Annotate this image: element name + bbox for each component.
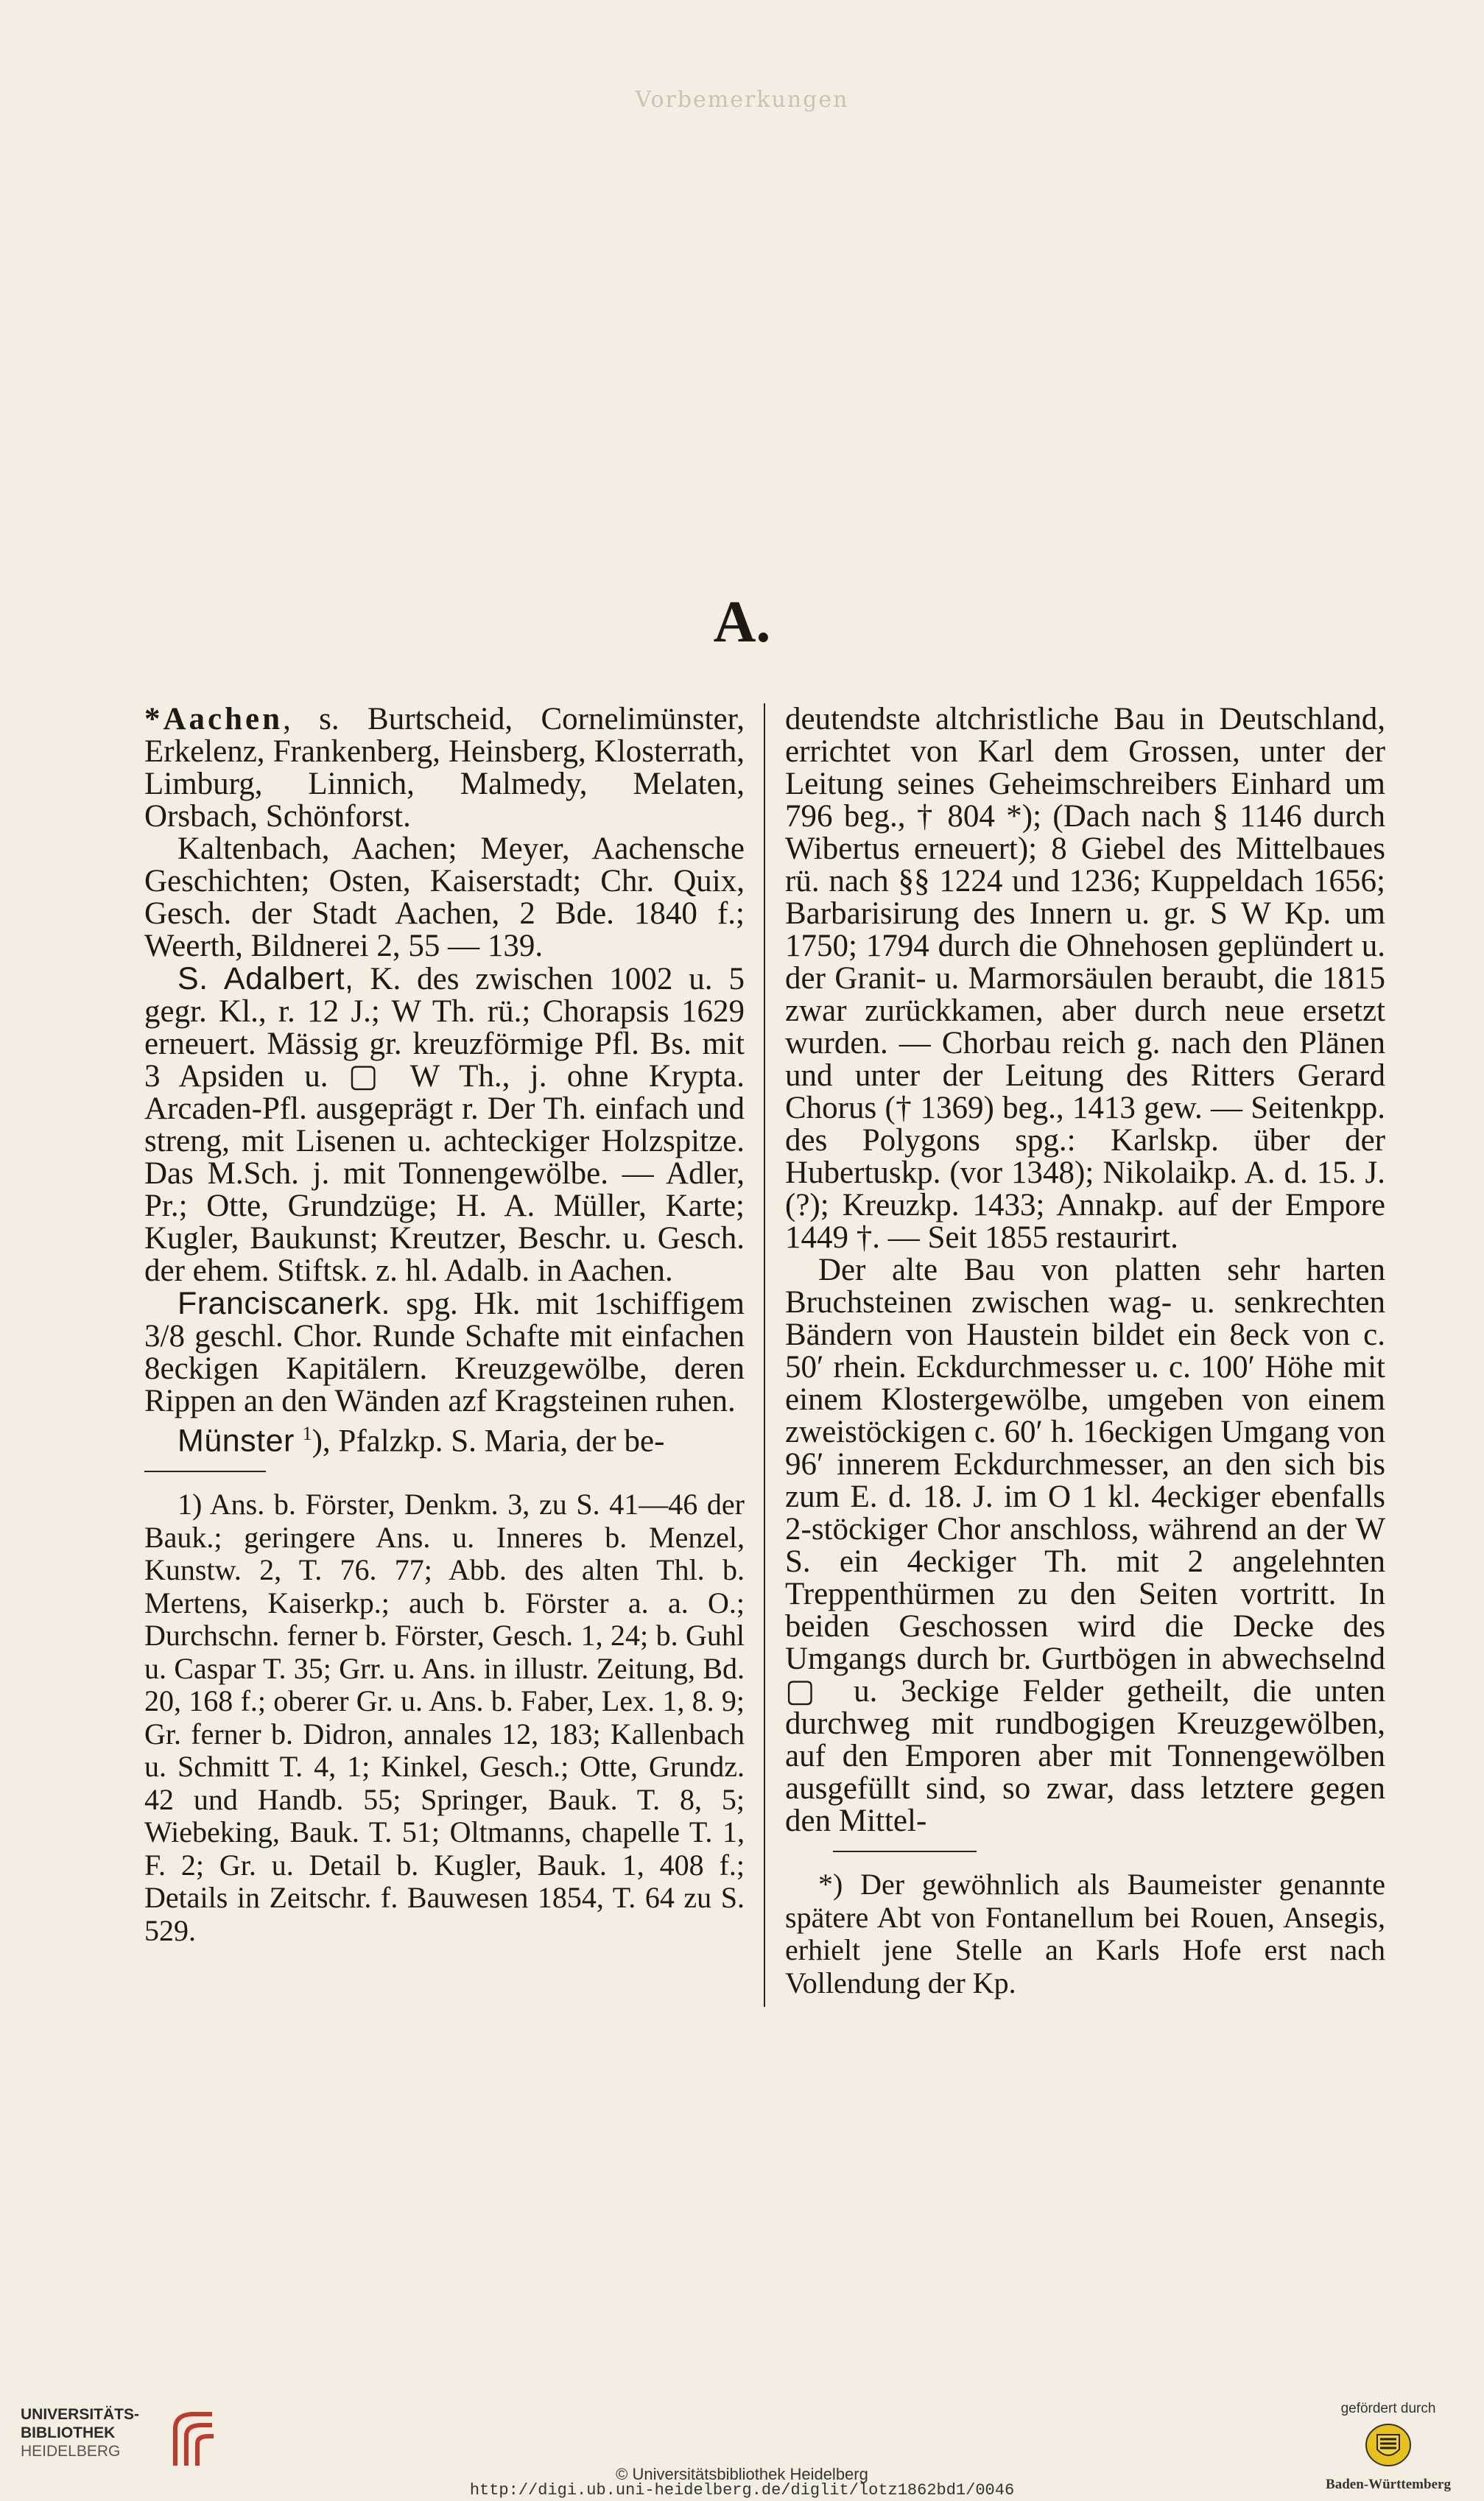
muenster-paragraph	[144, 1418, 745, 1457]
old-building-paragraph: Der alte Bau von platten sehr harten Bruchsteinen zwischen wag- u. senkrechten Bändern von Haustein bildet ein 8eck von c. 50′ rhein. Eckdurchmesser u. c. 100′ Höhe mit einem Klostergewölbe, umgeben von einem zweistöckigen c. 60′ h. 16eckigen Umgang von 96′ innerem Eckdurchmesser, an den sich bis zum E. d. 18. J. im O 1 kl. 4eckiger ebenfalls 2-stöckiger Chor anschloss, während an der W S. ein 4eckiger Th. mit 2 angelehnten Treppenthürmen zu den Seiten vortritt. In beiden Geschossen wird die Decke des Umgangs durch br. Gurtbögen in abwechselnd ▢ u. 3eckige Felder getheilt, die unten durchweg mit rundbogigen Kreuzgewölben, auf den Emporen aber mit Tonnengewölben ausgefüllt sind, so zwar, dass letztere gegen den Mittel-	[785, 1253, 1385, 1838]
footnote-rule	[833, 1851, 977, 1852]
source-url[interactable]: http://digi.ub.uni-heidelberg.de/diglit/lotz1862bd1/0046	[469, 2481, 1015, 2500]
right-column	[785, 703, 1385, 1999]
copyright: © Universitätsbibliothek Heidelberg	[616, 2465, 868, 2483]
adalbert-text: K. des zwischen 1002 u. 5 gegr. Kl., r. 12 J.; W Th. rü.; Chorapsis 1629 erneuert. Mässig gr. kreuzförmige Pfl. Bs. mit 3 Apsiden u. ▢ W Th., j. ohne Krypta. Arcaden-Pfl. ausgeprägt r. Der Th. einfach und streng, mit Lisenen u. achteckiger Holzspitze. Das M.Sch. j. mit Tonnengewölbe. — Adler, Pr.; Otte, Grundzüge; H. A. Müller, Karte; Kugler, Baukunst; Kreutzer, Beschr. u. Gesch. der ehem. Stiftsk. z. hl. Adalb. in Aachen.	[144, 962, 745, 1288]
adalbert-head: S. Adalbert,	[177, 961, 354, 996]
coat-of-arms-icon	[1362, 2421, 1414, 2469]
muenster-head: Münster	[177, 1423, 295, 1459]
library-logo-text: UNIVERSITÄTS- BIBLIOTHEK HEIDELBERG	[21, 2406, 140, 2460]
franciscan-text: spg. Hk. mit 1schiffigem 3/8 geschl. Chor. Runde Schafte mit einfachen 8eckigen Kapitälern. Kreuzgewölbe, deren Rippen an den Wänden azf Kragsteinen ruhen.	[144, 1287, 745, 1418]
sponsor-label: gefördert durch	[1340, 2401, 1436, 2416]
library-logo-icon	[168, 2407, 219, 2473]
adalbert-paragraph	[144, 963, 745, 1287]
entry-aachen	[144, 703, 745, 833]
left-column	[144, 703, 745, 1947]
footnote-right: *) Der gewöhnlich als Baumeister genannte spätere Abt von Fontanellum bei Rouen, Ansegis, erhielt jene Stelle an Karls Hofe erst nach Vollendung der Kp.	[785, 1868, 1385, 1999]
literature-paragraph: Kaltenbach, Aachen; Meyer, Aachensche Geschichten; Osten, Kaiserstadt; Chr. Quix, Gesch. der Stadt Aachen, 2 Bde. 1840 f.; Weerth, Bildnerei 2, 55 — 139.	[144, 831, 745, 963]
footnote-rule	[144, 1471, 266, 1472]
sponsor	[1315, 2401, 1462, 2493]
footer	[0, 2379, 1484, 2501]
muenster-continued: deutendste altchristliche Bau in Deutschland, errichtet von Karl dem Grossen, unter der Leitung seines Geheimschreibers Einhard um 796 beg., † 804 *); (Dach nach § 1146 durch Wibertus erneuert); 8 Giebel des Mittelbaues rü. nach §§ 1224 und 1236; Kuppeldach 1656; Barbarisirung des Innern u. gr. S W Kp. um 1750; 1794 durch die Ohnehosen geplündert u. der Granit- u. Marmorsäulen beraubt, die 1815 zwar zurückkamen, aber durch neue ersetzt wurden. — Chorbau reich g. nach den Plänen und unter der Leitung des Ritters Gerard Chorus († 1369) beg., 1413 gew. — Seitenkpp. des Polygons spg.: Karlskp. über der Hubertuskp. (vor 1348); Nikolaikp. A. d. 15. J. (?); Kreuzkp. 1433; Annakp. auf der Empore 1449 †. — Seit 1855 restaurirt.	[785, 702, 1385, 1255]
running-head: Vorbemerkungen	[635, 87, 849, 113]
footnote-left: 1) Ans. b. Förster, Denkm. 3, zu S. 41—46 der Bauk.; geringere Ans. u. Inneres b. Menzel, Kunstw. 2, T. 76. 77; Abb. des alten Thl. b. Mertens, Kaiserkp.; auch b. Förster a. a. O.; Durchschn. ferner b. Förster, Gesch. 1, 24; b. Guhl u. Caspar T. 35; Grr. u. Ans. in illustr. Zeitung, Bd. 20, 168 f.; oberer Gr. u. Ans. b. Faber, Lex. 1, 8. 9; Gr. ferner b. Didron, annales 12, 183; Kallenbach u. Schmitt T. 4, 1; Kinkel, Gesch.; Otte, Grundz. 42 und Handb. 55; Springer, Bauk. T. 8, 5; Wiebeking, Bauk. T. 51; Oltmanns, chapelle T. 1, F. 2; Gr. u. Detail b. Kugler, Bauk. 1, 408 f.; Details in Zeitschr. f. Bauwesen 1854, T. 64 zu S. 529.	[144, 1488, 745, 1947]
footnote-marker: 1	[302, 1423, 312, 1444]
sponsor-name: Baden-Württemberg	[1326, 2477, 1451, 2492]
entry-head: *Aachen	[144, 702, 284, 736]
entry-aachen-text: , s. Burtscheid, Cornelimünster, Erkelenz, Frankenberg, Heinsberg, Klosterrath, Limburg, Linnich, Malmedy, Melaten, Orsbach, Schönforst.	[144, 702, 745, 834]
column-divider	[764, 703, 765, 2007]
franciscan-head: Franciscanerk.	[177, 1286, 390, 1321]
muenster-text: ), Pfalzkp. S. Maria, der be-	[312, 1424, 665, 1459]
franciscan-paragraph	[144, 1287, 745, 1418]
section-letter: A.	[713, 590, 771, 655]
